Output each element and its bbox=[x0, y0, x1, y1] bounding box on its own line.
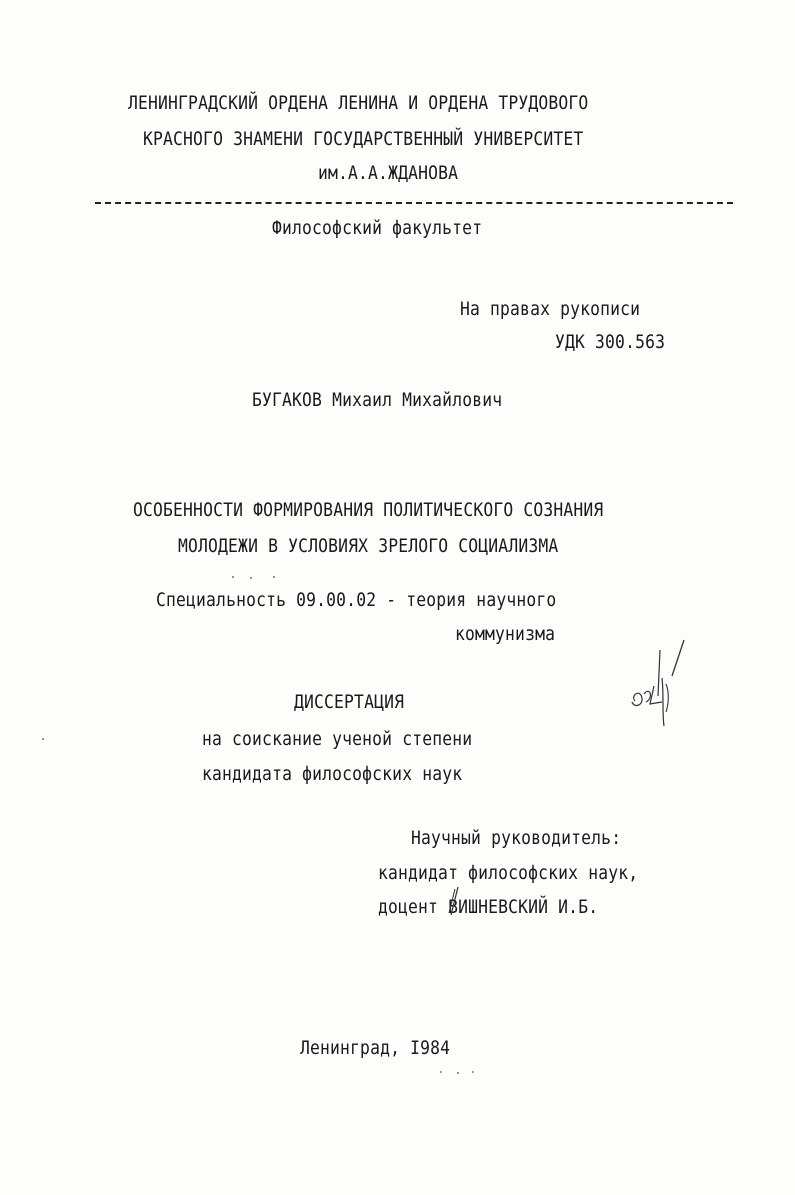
udc-code: УДК 300.563 bbox=[555, 331, 666, 353]
author-name: БУГАКОВ Михаил Михайлович bbox=[252, 389, 503, 411]
supervisor-name: доцент ВИШНЕВСКИЙ И.Б. bbox=[378, 896, 599, 918]
faculty: Философский факультет bbox=[272, 217, 483, 239]
handwritten-signature bbox=[628, 636, 688, 731]
scan-speck bbox=[42, 738, 44, 740]
supervisor-degree: кандидат философских наук, bbox=[378, 862, 639, 884]
manuscript-rights: На правах рукописи bbox=[460, 298, 641, 320]
title-line-2: МОЛОДЕЖИ В УСЛОВИЯХ ЗРЕЛОГО СОЦИАЛИЗМА bbox=[178, 535, 559, 557]
dissertation-degree-line-2: кандидата философских наук bbox=[202, 763, 463, 785]
dissertation-heading: ДИССЕРТАЦИЯ bbox=[294, 691, 405, 713]
ink-stroke bbox=[448, 885, 460, 925]
dissertation-degree-line-1: на соискание ученой степени bbox=[202, 728, 473, 750]
specialty-line-1: Специальность 09.00.02 - теория научного bbox=[156, 589, 557, 611]
university-name-line-3: им.А.А.ЖДАНОВА bbox=[318, 162, 459, 184]
header-divider bbox=[95, 202, 733, 204]
place-and-year: Ленинград, I984 bbox=[300, 1037, 451, 1059]
scan-speck bbox=[440, 1071, 442, 1073]
university-name-line-1: ЛЕНИНГРАДСКИЙ ОРДЕНА ЛЕНИНА И ОРДЕНА ТРУДОВОГО bbox=[128, 92, 589, 114]
supervisor-label: Научный руководитель: bbox=[411, 827, 622, 849]
specialty-line-2: коммунизма bbox=[455, 623, 556, 645]
scan-speck bbox=[472, 1071, 474, 1073]
scan-speck bbox=[232, 576, 234, 578]
title-line-1: ОСОБЕННОСТИ ФОРМИРОВАНИЯ ПОЛИТИЧЕСКОГО СОЗНАНИЯ bbox=[133, 499, 604, 521]
scan-speck bbox=[250, 577, 252, 579]
university-name-line-2: КРАСНОГО ЗНАМЕНИ ГОСУДАРСТВЕННЫЙ УНИВЕРСИТЕТ bbox=[143, 128, 584, 150]
scan-speck bbox=[273, 576, 275, 578]
scan-speck bbox=[457, 1072, 459, 1074]
